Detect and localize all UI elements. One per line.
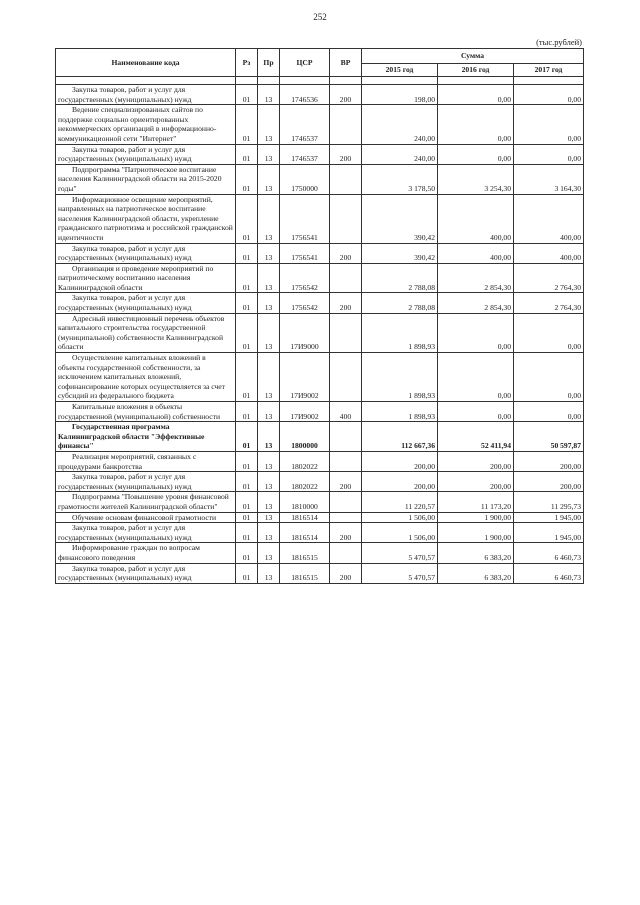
row-name: Закупка товаров, работ и услуг для государственных (муниципальных) нужд [56,85,236,105]
row-2017: 2 764,30 [514,293,584,313]
row-2016: 0,00 [438,353,514,402]
row-rz: 01 [236,353,258,402]
table-row [56,422,584,452]
table-row [56,105,584,144]
row-name: Закупка товаров, работ и услуг для государственных (муниципальных) нужд [56,563,236,583]
row-2017: 1 945,00 [514,523,584,543]
row-2016: 0,00 [438,85,514,105]
table-row [56,243,584,263]
row-csr: 1816514 [280,523,330,543]
table-row [56,85,584,105]
row-vr [330,422,362,452]
row-2015: 200,00 [362,451,438,471]
row-2016: 6 383,20 [438,563,514,583]
row-name: Закупка товаров, работ и услуг для государственных (муниципальных) нужд [56,293,236,313]
row-rz: 01 [236,194,258,243]
row-vr [330,353,362,402]
row-2017: 11 295,73 [514,492,584,512]
row-vr: 200 [330,523,362,543]
row-rz: 01 [236,492,258,512]
spacer-row [56,77,584,85]
table-body [56,77,584,584]
row-rz: 01 [236,512,258,523]
row-name: Закупка товаров, работ и услуг для государственных (муниципальных) нужд [56,523,236,543]
row-pr: 13 [258,402,280,422]
table-row [56,353,584,402]
row-name: Закупка товаров, работ и услуг для государственных (муниципальных) нужд [56,243,236,263]
row-2017: 0,00 [514,402,584,422]
table-row [56,523,584,543]
row-vr: 200 [330,243,362,263]
row-csr: 1756542 [280,263,330,293]
row-name: Организация и проведение мероприятий по патриотическому воспитанию населения Калининградской области [56,263,236,293]
header-2015: 2015 год [362,64,438,77]
row-vr [330,313,362,352]
row-csr: 1756541 [280,243,330,263]
row-csr: 1816515 [280,543,330,563]
row-csr: 1802022 [280,472,330,492]
row-2017: 3 164,30 [514,164,584,194]
row-2017: 6 460,73 [514,543,584,563]
row-2017: 200,00 [514,472,584,492]
row-2017: 6 460,73 [514,563,584,583]
budget-table [55,48,584,584]
row-2016: 400,00 [438,243,514,263]
row-csr: 17И9002 [280,402,330,422]
row-name: Информационное освещение мероприятий, направленных на патриотическое воспитание населения Калининградской области, укрепление гражданского патриотизма и российской гражданской идентичности [56,194,236,243]
row-rz: 01 [236,451,258,471]
row-rz: 01 [236,402,258,422]
row-2015: 1 898,93 [362,353,438,402]
header-pr: Пр [258,49,280,77]
row-2015: 1 506,00 [362,523,438,543]
row-name: Реализация мероприятий, связанных с процедурами банкротства [56,451,236,471]
row-2015: 5 470,57 [362,563,438,583]
table-row [56,563,584,583]
row-2016: 0,00 [438,144,514,164]
row-vr: 200 [330,144,362,164]
row-csr: 1746537 [280,105,330,144]
row-2015: 2 788,08 [362,293,438,313]
row-2016: 400,00 [438,194,514,243]
row-2017: 1 945,00 [514,512,584,523]
table-row [56,492,584,512]
header-2017: 2017 год [514,64,584,77]
table-row [56,543,584,563]
row-2015: 1 898,93 [362,402,438,422]
row-rz: 01 [236,563,258,583]
row-name: Государственная программа Калининградской области "Эффективные финансы" [56,422,236,452]
row-2016: 1 900,00 [438,523,514,543]
row-2017: 50 597,87 [514,422,584,452]
row-rz: 01 [236,543,258,563]
row-pr: 13 [258,144,280,164]
row-name: Капитальные вложения в объекты государственной (муниципальной) собственности [56,402,236,422]
units-label: (тыс.рублей) [536,37,582,47]
row-2016: 1 900,00 [438,512,514,523]
row-2015: 240,00 [362,144,438,164]
row-rz: 01 [236,263,258,293]
row-rz: 01 [236,523,258,543]
table-row [56,451,584,471]
header-sum: Сумма [362,49,584,64]
row-2016: 0,00 [438,402,514,422]
row-rz: 01 [236,144,258,164]
row-vr: 400 [330,402,362,422]
row-pr: 13 [258,492,280,512]
row-2015: 1 506,00 [362,512,438,523]
table-row [56,144,584,164]
row-vr [330,105,362,144]
row-rz: 01 [236,85,258,105]
row-vr [330,512,362,523]
row-name: Обучение основам финансовой грамотности [56,512,236,523]
table-row [56,293,584,313]
row-name: Подпрограмма "Повышение уровня финансовой грамотности жителей Калининградской области" [56,492,236,512]
row-pr: 13 [258,164,280,194]
row-2017: 2 764,30 [514,263,584,293]
row-2016: 2 854,30 [438,293,514,313]
row-name: Закупка товаров, работ и услуг для государственных (муниципальных) нужд [56,472,236,492]
row-2017: 0,00 [514,353,584,402]
row-rz: 01 [236,164,258,194]
row-vr [330,451,362,471]
row-pr: 13 [258,263,280,293]
row-name: Подпрограмма "Патриотическое воспитание населения Калининградской области на 2015-2020 годы" [56,164,236,194]
row-2016: 200,00 [438,451,514,471]
row-2017: 200,00 [514,451,584,471]
row-vr: 200 [330,85,362,105]
row-pr: 13 [258,353,280,402]
row-2015: 3 178,50 [362,164,438,194]
row-2017: 0,00 [514,105,584,144]
row-pr: 13 [258,243,280,263]
row-2015: 11 220,57 [362,492,438,512]
row-2015: 198,00 [362,85,438,105]
row-2016: 0,00 [438,105,514,144]
table-row [56,164,584,194]
header-rz: Рз [236,49,258,77]
row-name: Информирование граждан по вопросам финансового поведения [56,543,236,563]
row-2015: 200,00 [362,472,438,492]
row-csr: 1746537 [280,144,330,164]
row-pr: 13 [258,543,280,563]
row-2017: 400,00 [514,194,584,243]
row-vr [330,263,362,293]
row-csr: 17И9000 [280,313,330,352]
row-name: Адресный инвестиционный перечень объектов капитального строительства государственной (муниципальной) собственности Калининградской области [56,313,236,352]
row-rz: 01 [236,105,258,144]
row-2015: 390,42 [362,194,438,243]
row-vr: 200 [330,472,362,492]
row-2015: 1 898,93 [362,313,438,352]
row-rz: 01 [236,422,258,452]
row-vr: 200 [330,293,362,313]
header-name: Наименование кода [56,49,236,77]
row-csr: 1756541 [280,194,330,243]
row-name: Осуществление капитальных вложений в объекты государственной собственности, за исключением капитальных вложений, софинансирование которых осуществляется за счет субсидий из федерального бюджета [56,353,236,402]
row-csr: 1810000 [280,492,330,512]
table-row [56,402,584,422]
row-2016: 200,00 [438,472,514,492]
row-pr: 13 [258,313,280,352]
row-2017: 0,00 [514,85,584,105]
row-2016: 11 173,20 [438,492,514,512]
row-vr [330,543,362,563]
row-rz: 01 [236,472,258,492]
row-2015: 390,42 [362,243,438,263]
row-pr: 13 [258,523,280,543]
row-csr: 1816515 [280,563,330,583]
row-rz: 01 [236,243,258,263]
row-csr: 1800000 [280,422,330,452]
row-pr: 13 [258,422,280,452]
page-number: 252 [313,12,327,22]
row-pr: 13 [258,472,280,492]
row-2016: 2 854,30 [438,263,514,293]
table-row [56,194,584,243]
row-vr: 200 [330,563,362,583]
row-pr: 13 [258,563,280,583]
row-vr [330,164,362,194]
table-row [56,472,584,492]
row-2015: 112 667,36 [362,422,438,452]
row-csr: 1746536 [280,85,330,105]
header-csr: ЦСР [280,49,330,77]
header-vr: ВР [330,49,362,77]
row-name: Ведение специализированных сайтов по поддержке социально ориентированных некоммерческих организаций в информационно-коммуникационной сети "Интернет" [56,105,236,144]
row-2015: 5 470,57 [362,543,438,563]
row-pr: 13 [258,105,280,144]
row-vr [330,492,362,512]
row-pr: 13 [258,85,280,105]
row-2016: 0,00 [438,313,514,352]
table-header [56,49,584,77]
row-name: Закупка товаров, работ и услуг для государственных (муниципальных) нужд [56,144,236,164]
row-csr: 17И9002 [280,353,330,402]
row-pr: 13 [258,451,280,471]
row-2017: 0,00 [514,313,584,352]
row-2016: 52 411,94 [438,422,514,452]
row-2017: 400,00 [514,243,584,263]
row-pr: 13 [258,512,280,523]
row-2017: 0,00 [514,144,584,164]
row-csr: 1750000 [280,164,330,194]
row-pr: 13 [258,194,280,243]
table-row [56,263,584,293]
row-vr [330,194,362,243]
row-2015: 2 788,08 [362,263,438,293]
row-rz: 01 [236,313,258,352]
row-rz: 01 [236,293,258,313]
table-row [56,313,584,352]
row-pr: 13 [258,293,280,313]
row-csr: 1756542 [280,293,330,313]
row-2016: 6 383,20 [438,543,514,563]
table-row [56,512,584,523]
row-2015: 240,00 [362,105,438,144]
row-2016: 3 254,30 [438,164,514,194]
header-2016: 2016 год [438,64,514,77]
row-csr: 1816514 [280,512,330,523]
row-csr: 1802022 [280,451,330,471]
